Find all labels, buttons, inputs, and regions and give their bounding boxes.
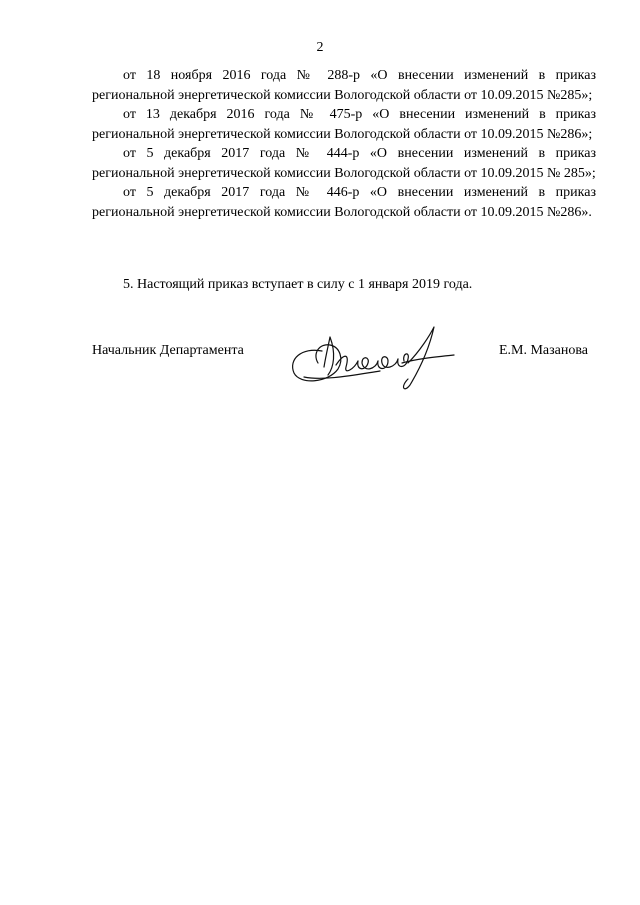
amendment-item-4-first-line: от 5 декабря 2017 года № 446-р «О внесении изменений в приказ [123, 185, 596, 200]
amendment-item-2-first-line: от 13 декабря 2016 года № 475-р «О внесении изменений в приказ [123, 107, 596, 122]
handwritten-signature [284, 323, 459, 395]
amendment-item-3-rest: региональной энергетической комиссии Вологодской области от 10.09.2015 № 285»; [92, 165, 596, 181]
amendment-item-4-rest: региональной энергетической комиссии Вологодской области от 10.09.2015 №286». [92, 204, 592, 220]
page-number: 2 [316, 40, 324, 55]
amendment-item-1 [92, 66, 596, 105]
signatory-name: Е.М. Мазанова [498, 343, 588, 358]
signatory-position: Начальник Департамента [92, 343, 244, 358]
amendment-item-1-first-line: от 18 ноября 2016 года № 288-р «О внесении изменений в приказ [123, 68, 596, 83]
amendment-item-3 [92, 144, 596, 183]
amendment-item-2-rest: региональной энергетической комиссии Вологодской области от 10.09.2015 №286»; [92, 126, 593, 142]
amendment-item-3-first-line: от 5 декабря 2017 года № 444-р «О внесении изменений в приказ [123, 146, 596, 161]
amendment-item-4 [92, 183, 596, 222]
amendments-list [92, 66, 596, 222]
amendment-item-1-rest: региональной энергетической комиссии Вологодской области от 10.09.2015 №285»; [92, 87, 593, 103]
amendment-item-2 [92, 105, 596, 144]
effective-date-clause: 5. Настоящий приказ вступает в силу с 1 января 2019 года. [123, 277, 473, 292]
